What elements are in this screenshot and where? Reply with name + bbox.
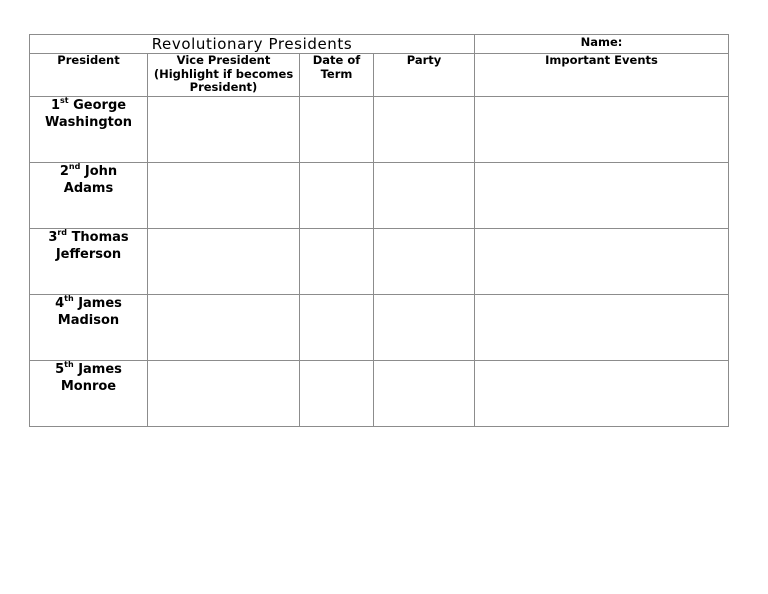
column-header-party: Party — [374, 54, 475, 97]
ordinal-number: 3 — [48, 230, 58, 245]
president-first-name: James — [78, 362, 122, 377]
ordinal-suffix: nd — [68, 161, 81, 171]
name-label: Name: — [475, 35, 729, 54]
column-header-vice-president: Vice President (Highlight if becomes President) — [148, 54, 300, 97]
title-row — [30, 35, 729, 54]
ordinal-suffix: st — [59, 95, 69, 105]
date-of-term-cell[interactable] — [300, 295, 374, 361]
vice-president-cell[interactable] — [148, 97, 300, 163]
date-of-term-cell[interactable] — [300, 163, 374, 229]
ordinal-suffix: rd — [57, 227, 68, 237]
vice-president-cell[interactable] — [148, 361, 300, 427]
ordinal-number: 5 — [55, 362, 65, 377]
president-last-name: Monroe — [60, 379, 117, 394]
vice-president-cell[interactable] — [148, 295, 300, 361]
ordinal-suffix: th — [64, 359, 74, 369]
party-cell[interactable] — [374, 97, 475, 163]
president-first-name: Thomas — [71, 230, 129, 245]
president-cell — [30, 163, 148, 229]
ordinal-number: 4 — [55, 296, 65, 311]
date-of-term-cell[interactable] — [300, 361, 374, 427]
important-events-cell[interactable] — [475, 163, 729, 229]
president-cell — [30, 97, 148, 163]
revolutionary-presidents-table — [29, 34, 729, 427]
column-header-president: President — [30, 54, 148, 97]
header-row — [30, 54, 729, 97]
party-cell[interactable] — [374, 295, 475, 361]
ordinal-number: 2 — [59, 164, 69, 179]
column-header-date-of-term: Date of Term — [300, 54, 374, 97]
vice-president-cell[interactable] — [148, 229, 300, 295]
president-cell — [30, 361, 148, 427]
president-cell — [30, 229, 148, 295]
party-cell[interactable] — [374, 361, 475, 427]
president-first-name: James — [78, 296, 122, 311]
ordinal-number: 1 — [50, 98, 60, 113]
president-last-name: Jefferson — [55, 247, 122, 262]
important-events-cell[interactable] — [475, 229, 729, 295]
date-of-term-cell[interactable] — [300, 229, 374, 295]
table-row — [30, 295, 729, 361]
column-header-important-events: Important Events — [475, 54, 729, 97]
important-events-cell[interactable] — [475, 97, 729, 163]
ordinal-suffix: th — [64, 293, 74, 303]
vice-president-cell[interactable] — [148, 163, 300, 229]
president-last-name: Adams — [63, 181, 114, 196]
table-row — [30, 97, 729, 163]
party-cell[interactable] — [374, 229, 475, 295]
table-row — [30, 163, 729, 229]
date-of-term-cell[interactable] — [300, 97, 374, 163]
important-events-cell[interactable] — [475, 295, 729, 361]
table-row — [30, 361, 729, 427]
president-first-name: John — [84, 164, 118, 179]
president-first-name: George — [73, 98, 127, 113]
president-last-name: Washington — [44, 115, 133, 130]
president-last-name: Madison — [57, 313, 120, 328]
important-events-cell[interactable] — [475, 361, 729, 427]
table-row — [30, 229, 729, 295]
worksheet-title: Revolutionary Presidents — [30, 35, 475, 54]
party-cell[interactable] — [374, 163, 475, 229]
president-cell — [30, 295, 148, 361]
